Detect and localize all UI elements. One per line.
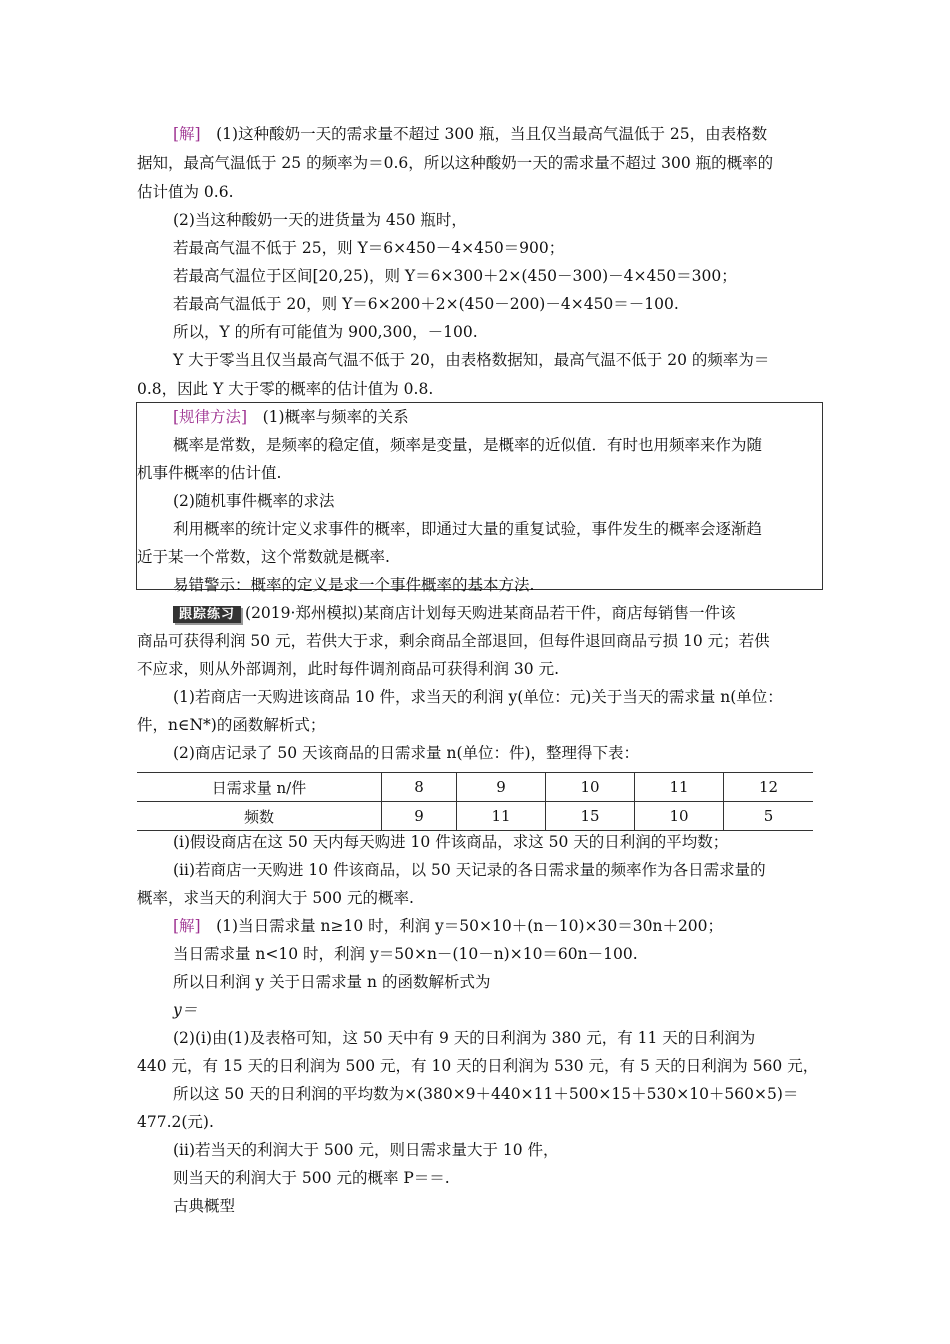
exercise-line-6: (2)商店记录了 50 天该商品的日需求量 n(单位：件)，整理得下表： [173,744,640,762]
solution1-line-1: [解] (1)这种酸奶一天的需求量不超过 300 瓶，当且仅当最高气温低于 25，由表格数 [173,125,768,143]
solution1-line-5: 若最高气温不低于 25，则 Y＝6×450－4×450＝900； [173,239,565,257]
table-cell: 8 [382,773,457,802]
solution1-line-10: 0.8，因此 Y 大于零的概率的估计值为 0.8. [137,380,434,398]
question-2-line-1: (ⅱ)若商店一天购进 10 件该商品，以 50 天记录的各日需求量的频率作为各日需求量的 [173,861,766,879]
table-row [137,773,813,802]
method-line-7: 易错警示：概率的定义是求一个事件概率的基本方法. [173,576,535,594]
solution1-line-9: Y 大于零当且仅当最高气温不低于 20，由表格数据知，最高气温不低于 20 的频率为＝ [173,351,770,369]
exercise-line-3: 不应求，则从外部调剂，此时每件调剂商品可获得利润 30 元. [137,660,560,678]
table-cell: 5 [724,802,814,831]
solution2-line-1: [解] (1)当日需求量 n≥10 时，利润 y＝50×10＋(n－10)×30＝30n＋200； [173,917,724,935]
table-cell: 15 [546,802,635,831]
solution1-line-6: 若最高气温位于区间[20,25)，则 Y＝6×300＋2×(450－300)－4×450＝300； [173,267,737,285]
method-line-5: 利用概率的统计定义求事件的概率，即通过大量的重复试验，事件发生的概率会逐渐趋 [173,520,763,538]
solution2-line-6: 440 元，有 15 天的日利润为 500 元，有 10 天的日利润为 530 元，有 5 天的日利润为 560 元， [137,1057,819,1075]
exercise-line-1: 跟踪练习 (2019·郑州模拟)某商店计划每天购进某商品若干件，商店每销售一件该 [173,603,736,623]
method-tag: [规律方法] [173,408,248,426]
solution1-line-4: (2)当这种酸奶一天的进货量为 450 瓶时， [173,211,467,229]
method-line-6: 近于某一个常数，这个常数就是概率. [137,548,390,566]
table-header-cell: 频数 [137,802,382,831]
solution2-line-3: 所以日利润 y 关于日需求量 n 的函数解析式为 [173,973,491,991]
solution2-line-5: (2)(ⅰ)由(1)及表格可知，这 50 天中有 9 天的日利润为 380 元，有 11 天的日利润为 [173,1029,756,1047]
demand-frequency-table [137,772,813,831]
solution-tag: [解] [173,917,201,935]
section-heading-classical-probability: 古典概型 [173,1197,236,1215]
table-cell: 12 [724,773,814,802]
solution1-line-7: 若最高气温低于 20，则 Y＝6×200＋2×(450－200)－4×450＝－100. [173,295,679,313]
method-line-1: [规律方法] (1)概率与频率的关系 [173,408,409,426]
solution2-line-7: 所以这 50 天的日利润的平均数为×(380×9＋440×11＋500×15＋530×10＋560×5)＝ [173,1085,799,1103]
tracking-exercise-badge: 跟踪练习 [173,606,241,623]
exercise-line-2: 商品可获得利润 50 元，若供大于求，剩余商品全部退回，但每件退回商品亏损 10 元；若供 [137,632,770,650]
solution1-line-2: 据知，最高气温低于 25 的频率为＝0.6，所以这种酸奶一天的需求量不超过 300 瓶的概率的 [137,154,774,172]
solution2-line-10: 则当天的利润大于 500 元的概率 P＝＝. [173,1169,450,1187]
method-line-3: 机事件概率的估计值. [137,464,282,482]
table-header-cell: 日需求量 n/件 [137,773,382,802]
solution-tag: [解] [173,125,201,143]
solution1-line-3: 估计值为 0.6. [137,183,234,201]
solution2-line-9: (ⅱ)若当天的利润大于 500 元，则日需求量大于 10 件， [173,1141,559,1159]
question-2-line-2: 概率，求当天的利润大于 500 元的概率. [137,889,414,907]
exercise-line-4: (1)若商店一天购进该商品 10 件，求当天的利润 y(单位：元)关于当天的需求量 n(单位： [173,688,783,706]
method-line-2: 概率是常数，是频率的稳定值，频率是变量，是概率的近似值．有时也用频率来作为随 [173,436,763,454]
solution2-line-4: y＝ [173,1001,198,1019]
solution1-line-8: 所以，Y 的所有可能值为 900,300，－100. [173,323,478,341]
question-1: (ⅰ)假设商店在这 50 天内每天购进 10 件该商品，求这 50 天的日利润的平均数； [173,833,729,851]
table-cell: 9 [382,802,457,831]
method-line-4: (2)随机事件概率的求法 [173,492,335,510]
exercise-line-5: 件，n∈N*)的函数解析式； [137,716,326,734]
table-row [137,802,813,831]
solution2-line-8: 477.2(元). [137,1113,214,1131]
table-cell: 11 [635,773,724,802]
solution2-line-2: 当日需求量 n<10 时，利润 y＝50×n－(10－n)×10＝60n－100. [173,945,638,963]
table-cell: 9 [457,773,546,802]
table-cell: 11 [457,802,546,831]
table-cell: 10 [635,802,724,831]
table-cell: 10 [546,773,635,802]
